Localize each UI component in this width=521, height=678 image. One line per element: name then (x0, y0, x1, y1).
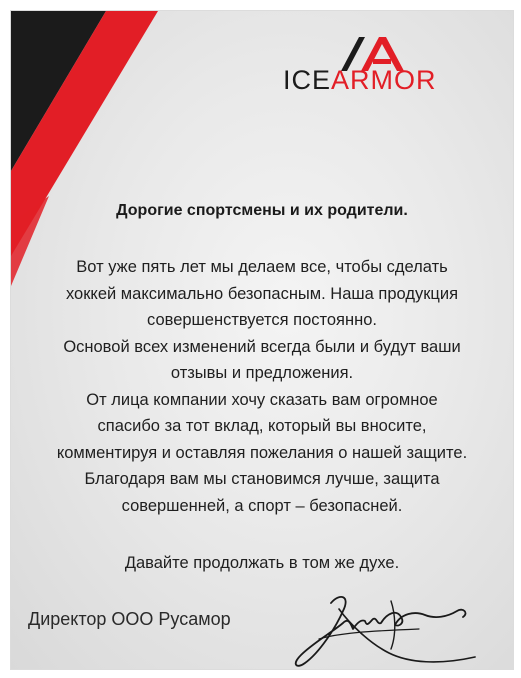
letter-heading: Дорогие спортсмены и их родители. (116, 202, 408, 219)
letter-line: Вот уже пять лет мы делаем все, чтобы сделать (76, 258, 448, 276)
letter-line: совершенней, а спорт – безопасней. (121, 496, 403, 515)
letter-line: спасибо за тот вклад, который вы вносите, (97, 417, 427, 435)
letter-line: отзывы и предложения. (170, 364, 354, 382)
letter-body (11, 254, 513, 519)
brand-logo-wordmark (281, 61, 481, 97)
handwritten-signature (279, 583, 479, 670)
letter-line: Благодаря вам мы становимся лучше, защита (84, 470, 440, 488)
letter-card (10, 10, 514, 670)
letter-line: совершенствуется постоянно. (147, 311, 377, 329)
letter-line: комментируя и оставляя пожелания о нашей защите. (56, 443, 468, 462)
signoff-title: Директор ООО Русамор (28, 609, 231, 629)
letter-line: хоккей максимально безопасным. Наша продукция (65, 284, 459, 303)
letter-line: От лица компании хочу сказать вам огромное (86, 390, 438, 409)
letter-closing: Давайте продолжать в том же духе. (124, 554, 400, 572)
letter-line: Основой всех изменений всегда были и будут ваши (63, 337, 461, 356)
brand-name: ICEARMOR (283, 65, 437, 95)
